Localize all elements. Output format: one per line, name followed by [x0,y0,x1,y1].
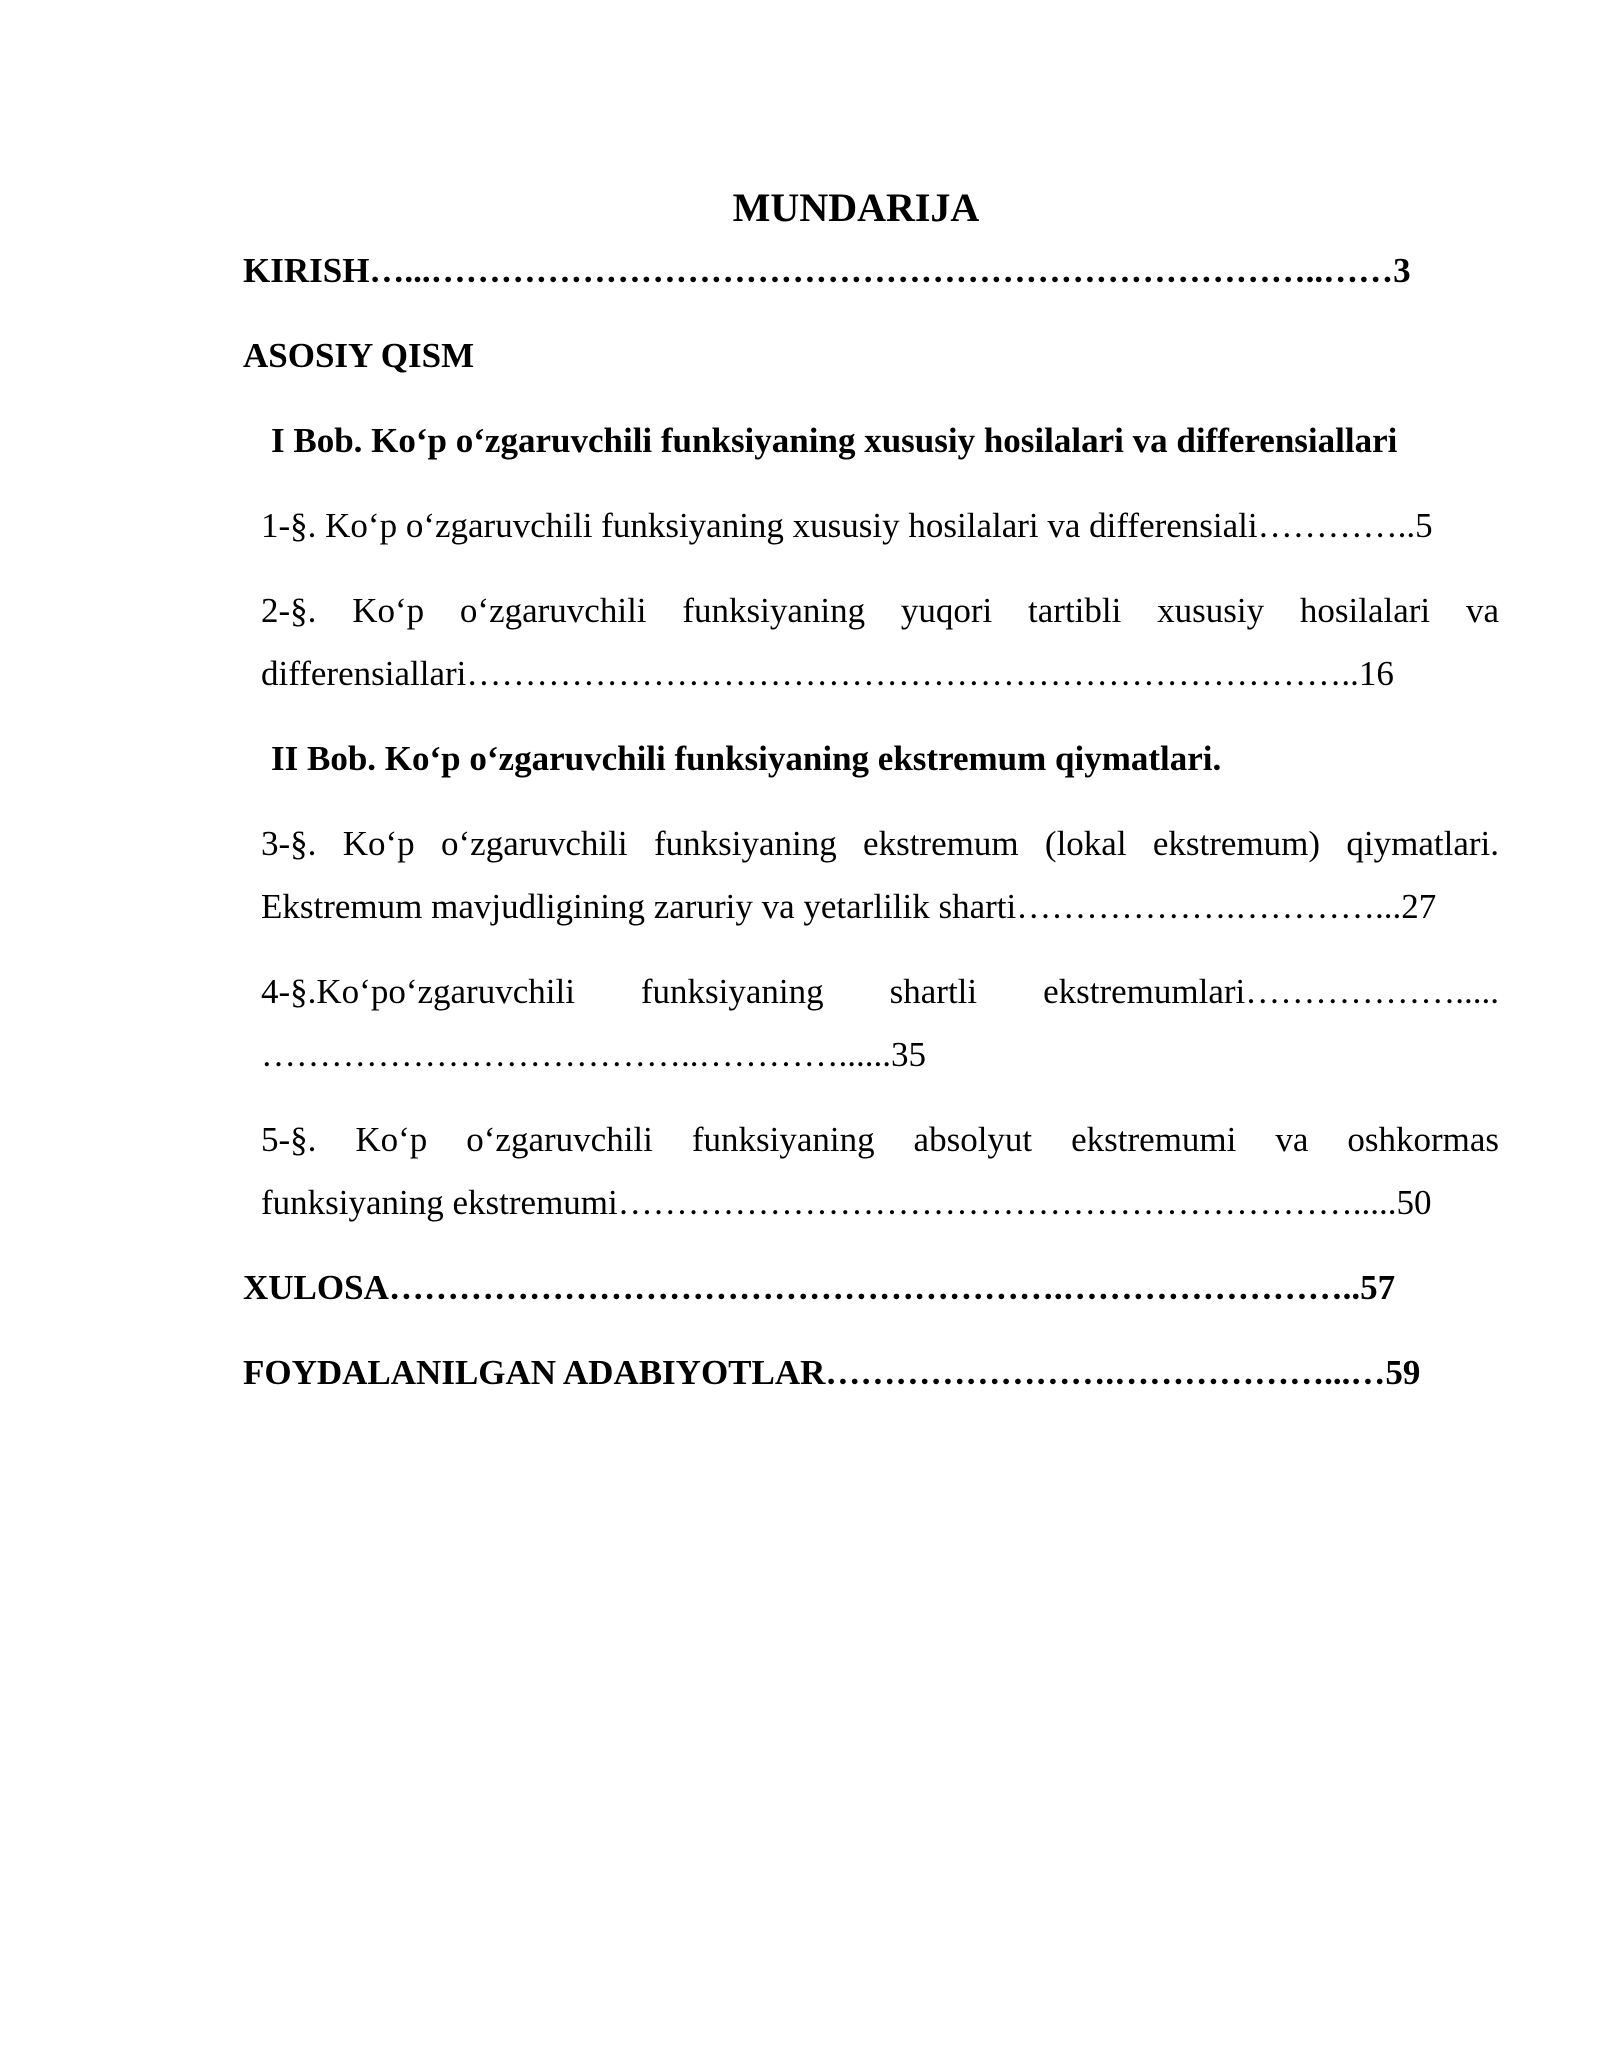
page-title: MUNDARIJA [732,185,980,230]
toc-heading-asosiy-qism: ASOSIY QISM [243,336,475,375]
toc-entry-xulosa: XULOSA………………………………………………….……………………..57 [243,1268,1396,1307]
toc-entry-section-1: 1-§. Ko‘p o‘zgaruvchili funksiyaning xususiy hosilalari va differensiali…………..5 [261,506,1433,545]
toc-entry-section-2-line-2: differensiallari…………………………………………………………………..16 [261,654,1394,693]
toc-entry-section-4-line-2: ………………………………..…………......35 [261,1035,926,1074]
toc-entry-section-3-line-2: Ekstremum mavjudligining zaruriy va yetarlilik sharti……………….…………...27 [261,887,1437,926]
toc-entry-section-5-line-2: funksiyaning ekstremumi……………………………………………………….....50 [261,1183,1432,1222]
toc-entry-adabiyotlar: FOYDALANILGAN ADABIYOTLAR…………………….………………...…59 [243,1353,1421,1392]
toc-entry-kirish: KIRISH…...…………………………………………………………………..……3 [243,251,1411,290]
toc-entry-section-5-line-1: 5-§. Ko‘p o‘zgaruvchili funksiyaning absolyut ekstremumi va oshkormas [261,1120,1499,1159]
toc-entry-section-3-line-1: 3-§. Ko‘p o‘zgaruvchili funksiyaning ekstremum (lokal ekstremum) qiymatlari. [261,824,1499,863]
toc-entry-section-4-line-1: 4-§.Ko‘po‘zgaruvchili funksiyaning shartli ekstremumlari………………..... [261,972,1499,1011]
toc-chapter-2-title: II Bob. Ko‘p o‘zgaruvchili funksiyaning ekstremum qiymatlari. [271,739,1222,778]
toc-chapter-1-title: I Bob. Ko‘p o‘zgaruvchili funksiyaning xususiy hosilalari va differensiallari [271,421,1398,460]
toc-entry-section-2-line-1: 2-§. Ko‘p o‘zgaruvchili funksiyaning yuqori tartibli xususiy hosilalari va [261,591,1499,630]
